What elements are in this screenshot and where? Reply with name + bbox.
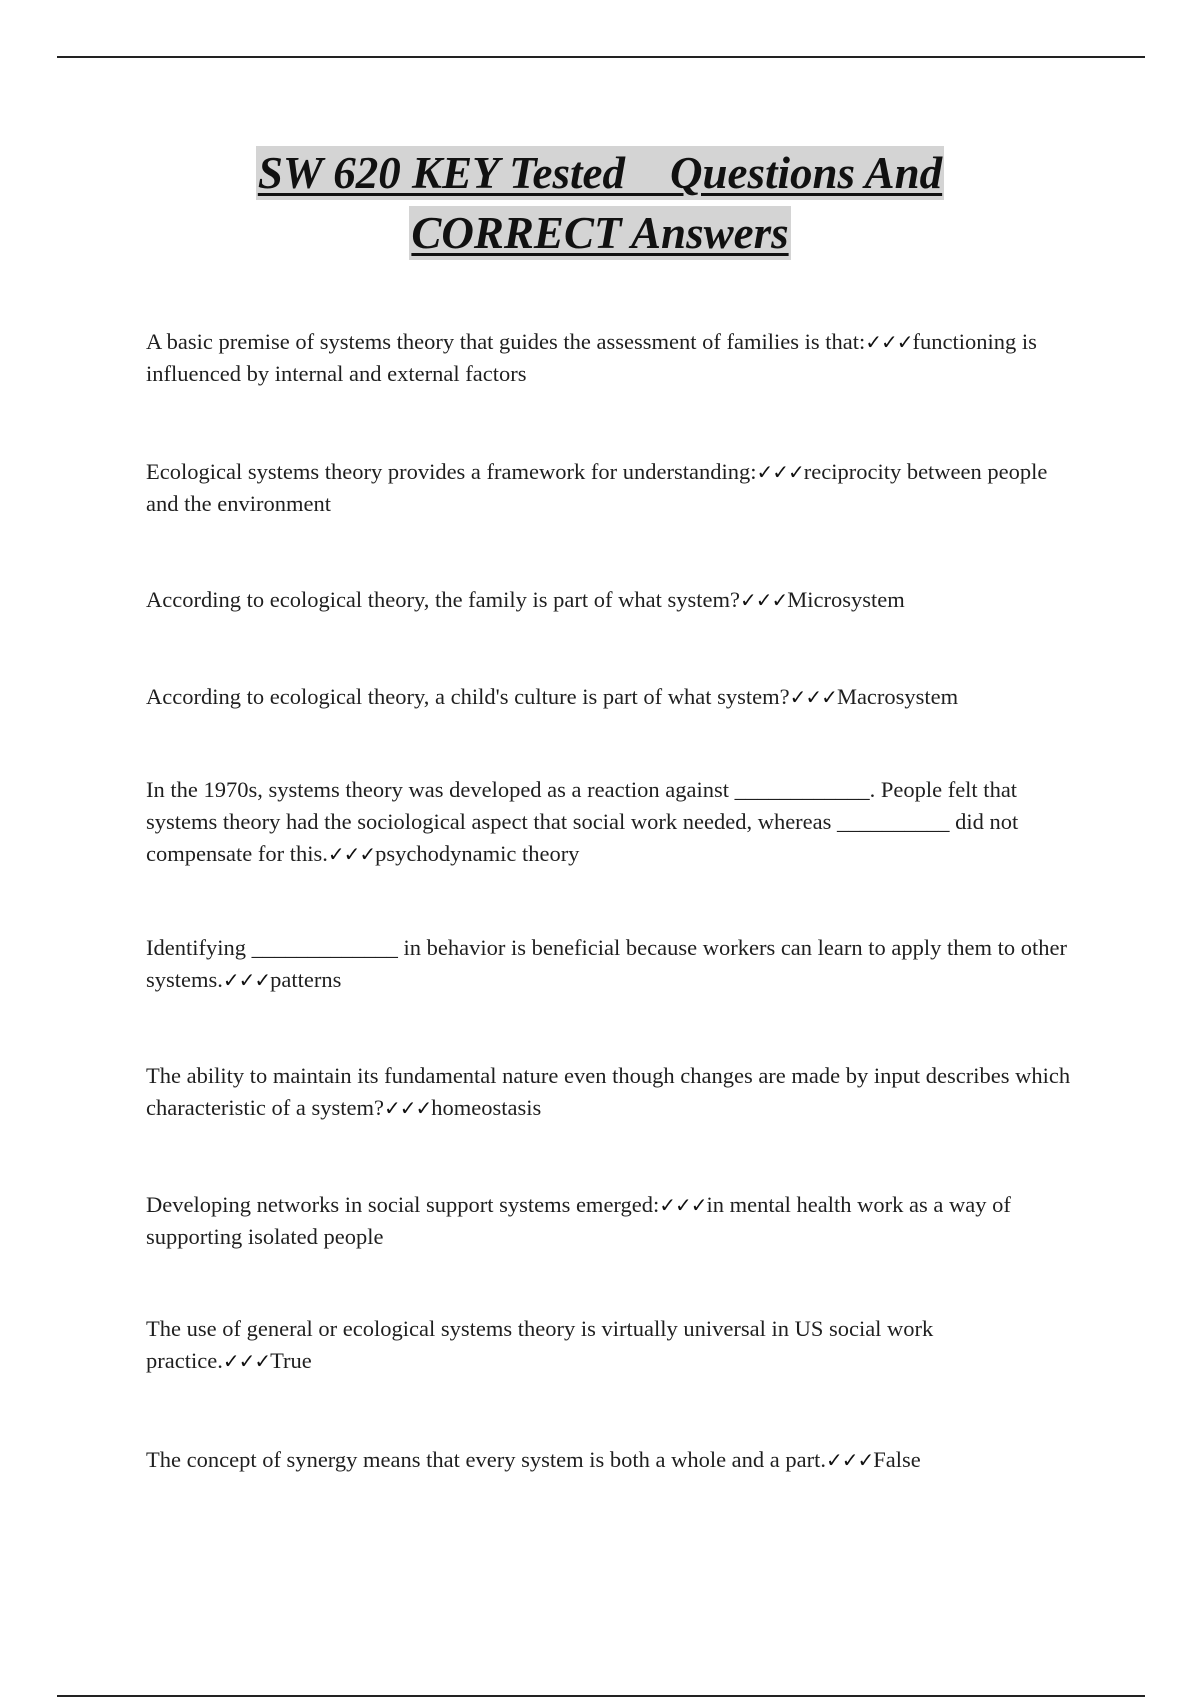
answer-check-icon: ✓✓✓ — [756, 460, 804, 484]
question-text: Developing networks in social support systems emerged: — [146, 1192, 660, 1217]
answer-text: Macrosystem — [836, 684, 959, 709]
answer-text: False — [873, 1447, 921, 1472]
top-rule — [57, 56, 1145, 58]
answer-text: reciprocity between people and the environment — [146, 459, 1048, 516]
question-text: According to ecological theory, the family is part of what system? — [146, 587, 740, 612]
qa-item-3 — [146, 584, 1076, 616]
answer-text: True — [270, 1348, 312, 1373]
qa-item-10 — [146, 1444, 1076, 1476]
answer-text: Microsystem — [787, 587, 905, 612]
answer-check-icon: ✓✓✓ — [384, 1096, 432, 1120]
answer-check-icon: ✓✓✓ — [826, 1448, 874, 1472]
question-text: According to ecological theory, a child's culture is part of what system? — [146, 684, 790, 709]
title-line-2: CORRECT Answers — [411, 208, 789, 258]
answer-text: psychodynamic theory — [375, 841, 580, 866]
qa-item-4 — [146, 681, 1076, 713]
answer-text: in mental health work as a way of supporting isolated people — [146, 1192, 1011, 1249]
question-text: Ecological systems theory provides a framework for understanding: — [146, 459, 757, 484]
question-text: A basic premise of systems theory that guides the assessment of families is that: — [146, 329, 866, 354]
answer-check-icon: ✓✓✓ — [865, 330, 913, 354]
answer-check-icon: ✓✓✓ — [740, 588, 788, 612]
document-title — [0, 146, 1200, 266]
answer-text: homeostasis — [431, 1095, 542, 1120]
question-text: In the 1970s, systems theory was developed as a reaction against ____________. People felt that systems theory had the sociological aspect that social work needed, whereas __________ did not compensate for this. — [146, 777, 1019, 866]
bottom-rule — [57, 1695, 1145, 1697]
qa-item-6 — [146, 932, 1076, 996]
answer-text: functioning is influenced by internal and external factors — [146, 329, 1037, 386]
answer-check-icon: ✓✓✓ — [789, 685, 837, 709]
question-text: The concept of synergy means that every system is both a whole and a part. — [146, 1447, 827, 1472]
answer-check-icon: ✓✓✓ — [659, 1193, 707, 1217]
answer-check-icon: ✓✓✓ — [327, 842, 376, 866]
question-text: The use of general or ecological systems theory is virtually universal in US social work practice. — [146, 1316, 934, 1373]
answer-text: patterns — [270, 967, 342, 992]
question-text: Identifying _____________ in behavior is beneficial because workers can learn to apply them to other systems. — [146, 935, 1067, 992]
answer-check-icon: ✓✓✓ — [222, 1349, 271, 1373]
title-line-1: SW 620 KEY Tested Questions And — [257, 148, 943, 198]
qa-item-2 — [146, 456, 1076, 520]
qa-item-9 — [146, 1313, 1076, 1377]
qa-item-5 — [146, 774, 1076, 870]
qa-item-8 — [146, 1189, 1076, 1253]
qa-item-1 — [146, 326, 1076, 390]
qa-item-7 — [146, 1060, 1076, 1124]
answer-check-icon: ✓✓✓ — [222, 968, 271, 992]
question-text: The ability to maintain its fundamental nature even though changes are made by input describes which characteristic of a system? — [146, 1063, 1071, 1120]
